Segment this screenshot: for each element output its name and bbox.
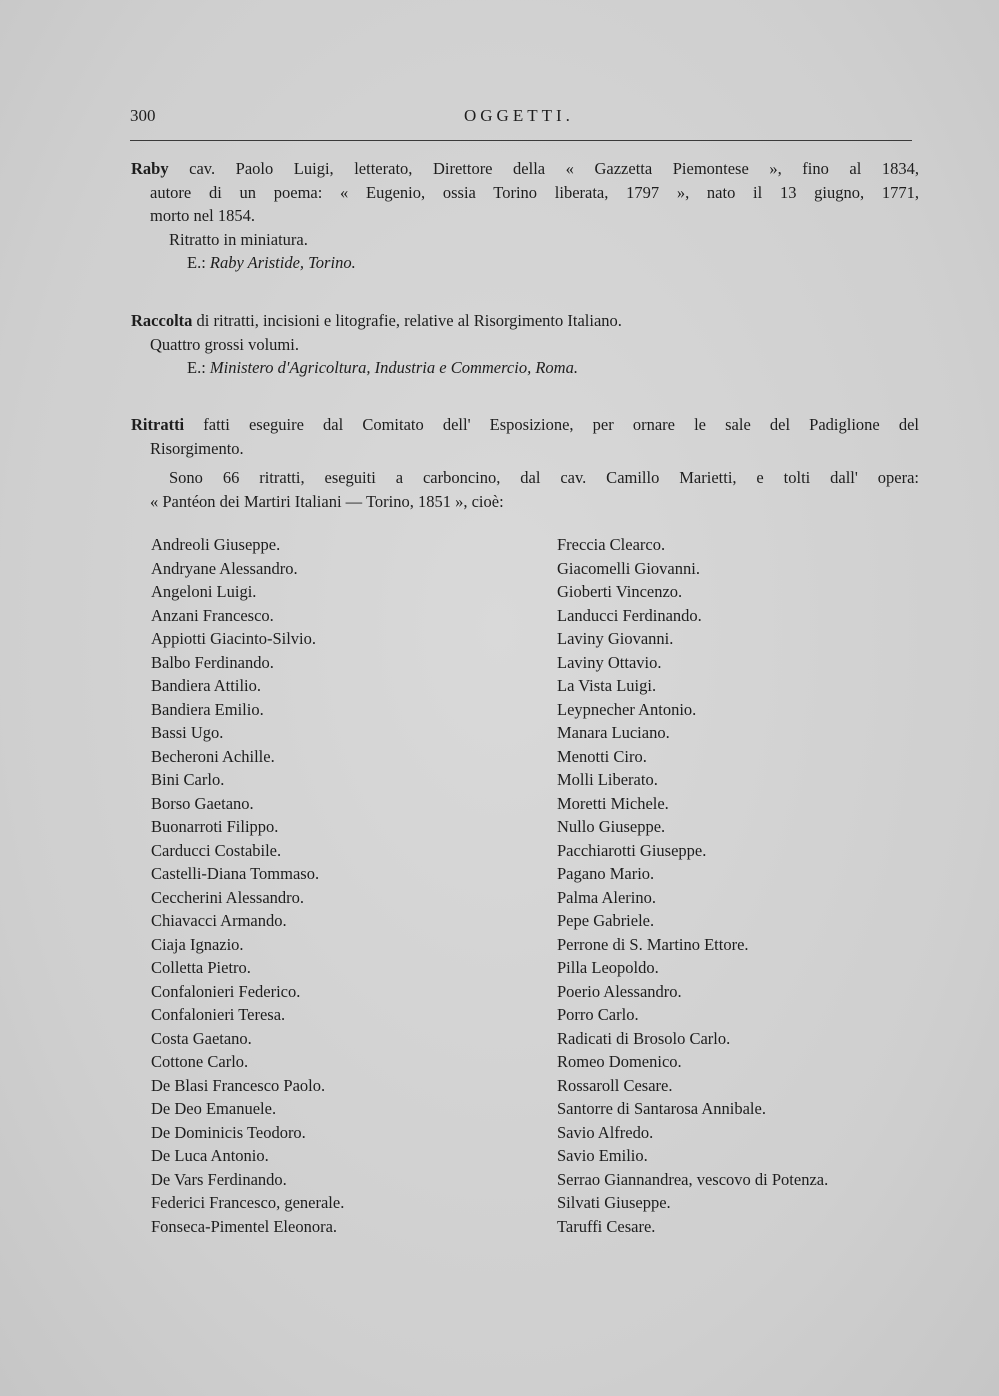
portrait-name: Nullo Giuseppe. — [557, 817, 666, 836]
portrait-name: Bandiera Attilio. — [151, 676, 261, 695]
entry-text: cav. Paolo Luigi, letterato, Direttore della « Gazzetta Piemontese », fino al 1834, — [189, 159, 920, 178]
entry-paragraph: Sono 66 ritratti, eseguiti a carboncino, dal cav. Camillo Marietti, e tolti dall' opera: — [169, 468, 919, 487]
entry-item: Quattro grossi volumi. — [150, 334, 299, 354]
portrait-name: Cottone Carlo. — [151, 1052, 249, 1071]
portrait-name: Colletta Pietro. — [151, 958, 251, 977]
entry-headword: Raby — [131, 159, 169, 178]
portrait-name: Angeloni Luigi. — [151, 582, 257, 601]
portrait-name: Silvati Giuseppe. — [557, 1193, 671, 1212]
portrait-name: De Luca Antonio. — [151, 1146, 269, 1165]
portrait-name: Moretti Michele. — [557, 793, 669, 813]
entry-raby — [131, 157, 919, 275]
entry-item: Ritratto in miniatura. — [169, 229, 308, 249]
portrait-name: Gioberti Vincenzo. — [557, 582, 683, 601]
portrait-name: Confalonieri Federico. — [151, 981, 301, 1001]
portrait-name: Andryane Alessandro. — [151, 558, 298, 578]
portrait-column-left — [151, 533, 541, 1238]
portrait-name: Serrao Giannandrea, vescovo di Potenza. — [557, 1169, 829, 1189]
portrait-name: Perrone di S. Martino Ettore. — [557, 934, 749, 954]
entry-text: morto nel 1854. — [150, 206, 255, 225]
portrait-name: Pacchiarotti Giuseppe. — [557, 840, 707, 860]
entry-text: fatti eseguire dal Comitato dell' Esposizione, per ornare le sale del Padiglione del — [203, 415, 919, 434]
portrait-name: Confalonieri Teresa. — [151, 1005, 286, 1024]
portrait-name: Bini Carlo. — [151, 770, 225, 789]
entry-first-line — [131, 309, 919, 333]
entry-headword: Raccolta — [131, 311, 193, 330]
portrait-name: Buonarroti Filippo. — [151, 817, 279, 836]
portrait-name: Becheroni Achille. — [151, 746, 275, 766]
portrait-name: Borso Gaetano. — [151, 793, 254, 813]
portrait-name: Balbo Ferdinando. — [151, 652, 274, 672]
portrait-name: Chiavacci Armando. — [151, 911, 287, 930]
entry-headword: Ritratti — [131, 415, 185, 434]
portrait-name: Pagano Mario. — [557, 864, 655, 883]
running-title: OGGETTI. — [464, 106, 574, 125]
entry-raccolta — [131, 309, 919, 380]
portrait-name: Laviny Giovanni. — [557, 629, 674, 648]
portrait-name: Landucci Ferdinando. — [557, 605, 702, 625]
portrait-name: De Blasi Francesco Paolo. — [151, 1075, 326, 1095]
portrait-name: Laviny Ottavio. — [557, 652, 662, 672]
portrait-name: Porro Carlo. — [557, 1005, 639, 1024]
entry-first-line — [131, 413, 919, 437]
entry-paragraph: « Pantéon dei Martiri Italiani — Torino, 1851 », cioè: — [150, 491, 504, 511]
exhibitor-label: E.: — [187, 358, 206, 377]
entry-exhibitor — [131, 251, 919, 275]
portrait-name: Savio Emilio. — [557, 1146, 648, 1165]
header-rule — [130, 140, 912, 141]
entry-ritratti — [131, 413, 919, 513]
entry-text: autore di un poema: « Eugenio, ossia Torino liberata, 1797 », nato il 13 giugno, 1771, — [150, 182, 919, 202]
page-header — [130, 106, 912, 132]
portrait-name: Bandiera Emilio. — [151, 699, 264, 719]
portrait-name: Andreoli Giuseppe. — [151, 535, 281, 554]
portrait-name: Romeo Domenico. — [557, 1052, 682, 1071]
exhibitor-name: Raby Aristide, Torino. — [209, 253, 356, 272]
portrait-name: Ceccherini Alessandro. — [151, 887, 305, 907]
portrait-name: Leypnecher Antonio. — [557, 699, 697, 719]
portrait-name: Carducci Costabile. — [151, 840, 282, 860]
portrait-name: Federici Francesco, generale. — [151, 1193, 345, 1212]
portrait-name: Costa Gaetano. — [151, 1028, 252, 1048]
portrait-column-right — [557, 533, 937, 1238]
portrait-name: De Vars Ferdinando. — [151, 1169, 287, 1189]
portrait-name: De Dominicis Teodoro. — [151, 1122, 306, 1142]
portrait-name: Menotti Ciro. — [557, 746, 647, 766]
portrait-name: Taruffi Cesare. — [557, 1216, 656, 1236]
portrait-name: Savio Alfredo. — [557, 1122, 654, 1142]
portrait-name: Giacomelli Giovanni. — [557, 558, 700, 578]
portrait-name: Pilla Leopoldo. — [557, 958, 659, 977]
portrait-name: Anzani Francesco. — [151, 605, 274, 625]
portrait-name: Pepe Gabriele. — [557, 911, 655, 930]
page-number: 300 — [130, 106, 156, 125]
portrait-name: Rossaroll Cesare. — [557, 1075, 673, 1095]
portrait-name: Palma Alerino. — [557, 887, 656, 907]
portrait-name: Santorre di Santarosa Annibale. — [557, 1099, 766, 1118]
portrait-name: Radicati di Brosolo Carlo. — [557, 1028, 731, 1048]
exhibitor-name: Ministero d'Agricoltura, Industria e Commercio, Roma. — [209, 358, 578, 377]
entry-text: Risorgimento. — [150, 438, 244, 458]
portrait-name: Ciaja Ignazio. — [151, 934, 244, 954]
entry-text: di ritratti, incisioni e litografie, relative al Risorgimento Italiano. — [196, 311, 622, 330]
portrait-name: Freccia Clearco. — [557, 535, 666, 554]
portrait-name: Molli Liberato. — [557, 770, 658, 789]
portrait-name: Manara Luciano. — [557, 723, 670, 742]
entry-first-line — [131, 157, 919, 181]
portrait-name: La Vista Luigi. — [557, 676, 657, 695]
exhibitor-label: E.: — [187, 253, 206, 272]
portrait-name: Appiotti Giacinto-Silvio. — [151, 629, 316, 648]
portrait-name: Castelli-Diana Tommaso. — [151, 864, 320, 883]
portrait-name: Poerio Alessandro. — [557, 981, 682, 1001]
entry-exhibitor — [131, 356, 919, 380]
portrait-name: Bassi Ugo. — [151, 723, 224, 742]
portrait-name: Fonseca-Pimentel Eleonora. — [151, 1216, 338, 1236]
portrait-name: De Deo Emanuele. — [151, 1099, 277, 1118]
